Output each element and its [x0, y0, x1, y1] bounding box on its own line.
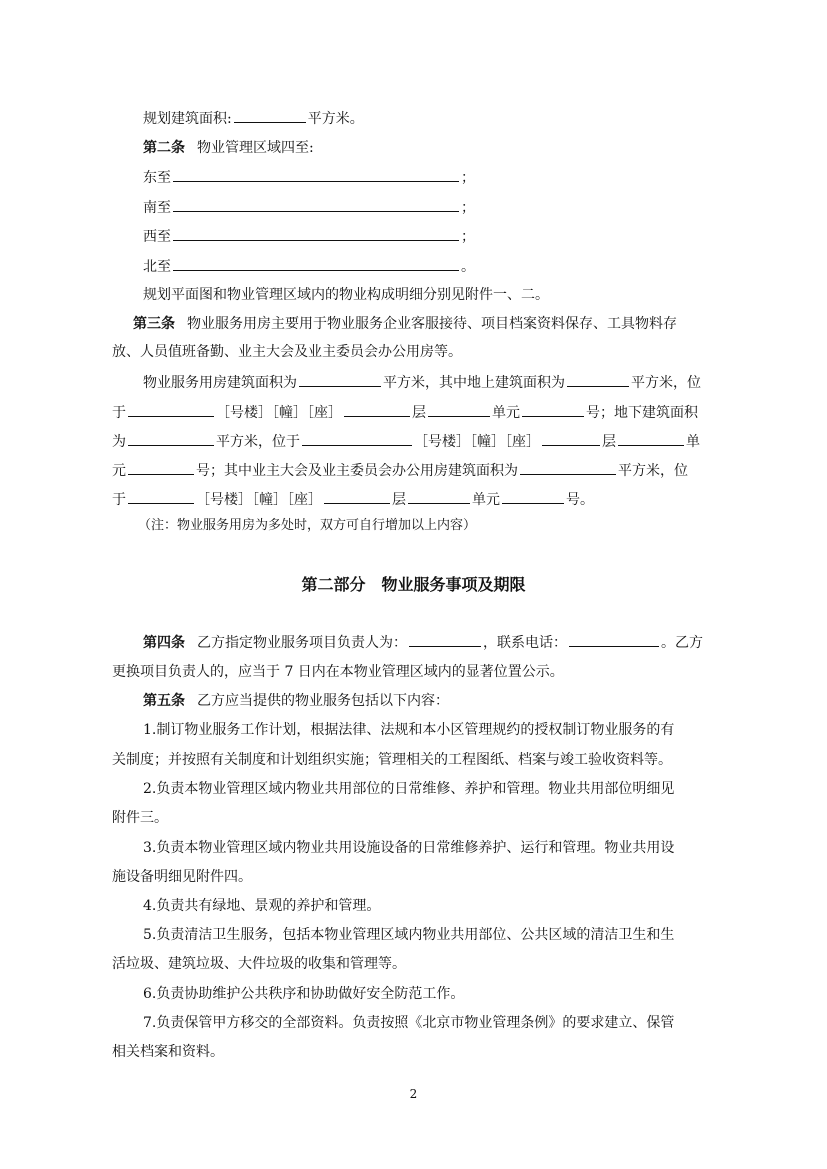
article-3-text: 物业服务用房主要用于物业服务企业客服接待、项目档案资料保存、工具物料存	[187, 316, 677, 332]
blank-field	[618, 431, 684, 446]
boundary-label: 南至	[143, 200, 171, 216]
punctuation: ；	[461, 229, 475, 245]
article-2-text: 物业管理区域四至:	[197, 140, 314, 156]
blank-field	[542, 431, 600, 446]
boundary-east	[143, 167, 475, 187]
blank-field	[173, 167, 459, 182]
blank-field	[173, 197, 459, 212]
text: 。乙方	[661, 635, 703, 651]
list-item-4: 4.负责共有绿地、景观的养护和管理。	[143, 898, 381, 914]
article-4-line-2: 更换项目负责人的，应当于 7 日内在本物业管理区域内的显著位置公示。	[112, 664, 564, 680]
article-3-line-2: 放、人员值班备勤、业主大会及业主委员会办公用房等。	[112, 344, 462, 360]
article-5-label: 第五条	[143, 693, 185, 709]
blank-field	[173, 226, 459, 241]
text: 乙方指定物业服务项目负责人为：	[197, 635, 407, 651]
section-title: 第二部分 物业服务事项及期限	[301, 575, 526, 594]
blank-field	[408, 489, 470, 504]
text: 物业服务用房建筑面积为	[143, 375, 297, 391]
article-2-line	[143, 138, 314, 158]
article-4-label: 第四条	[143, 635, 185, 651]
blank-field	[234, 108, 306, 123]
text: 号。	[566, 492, 594, 508]
text: 于	[112, 405, 126, 421]
room-line-1	[143, 372, 701, 392]
blank-field	[302, 431, 412, 446]
article-2-label: 第二条	[143, 140, 185, 156]
text: 层	[392, 492, 406, 508]
list-item-5: 5.负责清洁卫生服务，包括本物业管理区域内物业共用部位、公共区域的清洁卫生和生	[143, 927, 675, 943]
blank-field	[299, 372, 381, 387]
blank-field	[567, 372, 629, 387]
room-line-2	[112, 402, 698, 422]
list-item-1-cont: 关制度；并按照有关制度和计划组织实施；管理相关的工程图纸、档案与竣工验收资料等。	[112, 752, 672, 768]
blank-field	[128, 431, 214, 446]
blank-field	[128, 402, 214, 417]
article-5-line	[143, 691, 449, 711]
text: 单元	[492, 405, 520, 421]
note-text: （注：物业服务用房为多处时，双方可自行增加以上内容）	[138, 518, 477, 533]
boundary-label: 北至	[143, 259, 171, 275]
blank-field	[502, 489, 564, 504]
punctuation: ；	[461, 170, 475, 186]
blank-field	[324, 489, 390, 504]
boundary-south	[143, 197, 475, 217]
list-item-5-cont: 活垃圾、建筑垃圾、大件垃圾的收集和管理等。	[112, 956, 406, 972]
blank-field	[409, 632, 481, 647]
blank-field	[569, 632, 659, 647]
room-line-5	[112, 489, 594, 509]
list-item-7-cont: 相关档案和资料。	[112, 1044, 224, 1060]
text: 元	[112, 463, 126, 479]
boundary-north	[143, 256, 475, 276]
text: ［号楼］［幢］［座］	[216, 405, 342, 421]
plan-text: 规划平面图和物业管理区域内的物业构成明细分别见附件一、二。	[143, 287, 549, 303]
list-item-6: 6.负责协助维护公共秩序和协助做好安全防范工作。	[143, 986, 465, 1002]
text: 单元	[472, 492, 500, 508]
list-item-2-cont: 附件三。	[112, 810, 168, 826]
article-5-text: 乙方应当提供的物业服务包括以下内容：	[197, 693, 449, 709]
list-item-3-cont: 施设备明细见附件四。	[112, 869, 252, 885]
text: 单	[686, 434, 700, 450]
boundary-label: 东至	[143, 170, 171, 186]
punctuation: ；	[461, 200, 475, 216]
list-item-1: 1.制订物业服务工作计划，根据法律、法规和本小区管理规约的授权制订物业服务的有	[143, 722, 675, 738]
text: 层	[602, 434, 616, 450]
text: 号；其中业主大会及业主委员会办公用房建筑面积为	[196, 463, 518, 479]
text: 于	[112, 492, 126, 508]
planned-area-label: 规划建筑面积:	[143, 111, 232, 127]
room-line-3	[112, 431, 700, 451]
boundary-west	[143, 226, 475, 246]
boundary-label: 西至	[143, 229, 171, 245]
blank-field	[428, 402, 490, 417]
article-3-line-1	[133, 314, 677, 334]
text: ［号楼］［幢］［座］	[414, 434, 540, 450]
text: 号；地下建筑面积	[586, 405, 698, 421]
text: 平方米，位于	[216, 434, 300, 450]
text: 平方米，位	[631, 375, 701, 391]
page-number: 2	[409, 1087, 418, 1101]
text: ［号楼］［幢］［座］	[196, 492, 322, 508]
text: ，联系电话：	[483, 635, 567, 651]
punctuation: 。	[461, 259, 475, 275]
blank-field	[522, 402, 584, 417]
blank-field	[344, 402, 410, 417]
text: 平方米，其中地上建筑面积为	[383, 375, 565, 391]
unit-text: 平方米。	[307, 111, 364, 127]
text: 层	[412, 405, 426, 421]
list-item-2: 2.负责本物业管理区域内物业共用部位的日常维修、养护和管理。物业共用部位明细见	[143, 781, 675, 797]
list-item-3: 3.负责本物业管理区域内物业共用设施设备的日常维修养护、运行和管理。物业共用设	[143, 840, 675, 856]
blank-field	[173, 256, 459, 271]
article-4-line-1	[143, 632, 703, 652]
text: 平方米，位	[618, 463, 688, 479]
blank-field	[520, 460, 616, 475]
room-line-4	[112, 460, 688, 480]
list-item-7: 7.负责保管甲方移交的全部资料。负责按照《北京市物业管理条例》的要求建立、保管	[143, 1015, 675, 1031]
article-3-label: 第三条	[133, 316, 175, 332]
planned-area-line	[143, 108, 364, 128]
blank-field	[128, 460, 194, 475]
text: 为	[112, 434, 126, 450]
blank-field	[128, 489, 194, 504]
